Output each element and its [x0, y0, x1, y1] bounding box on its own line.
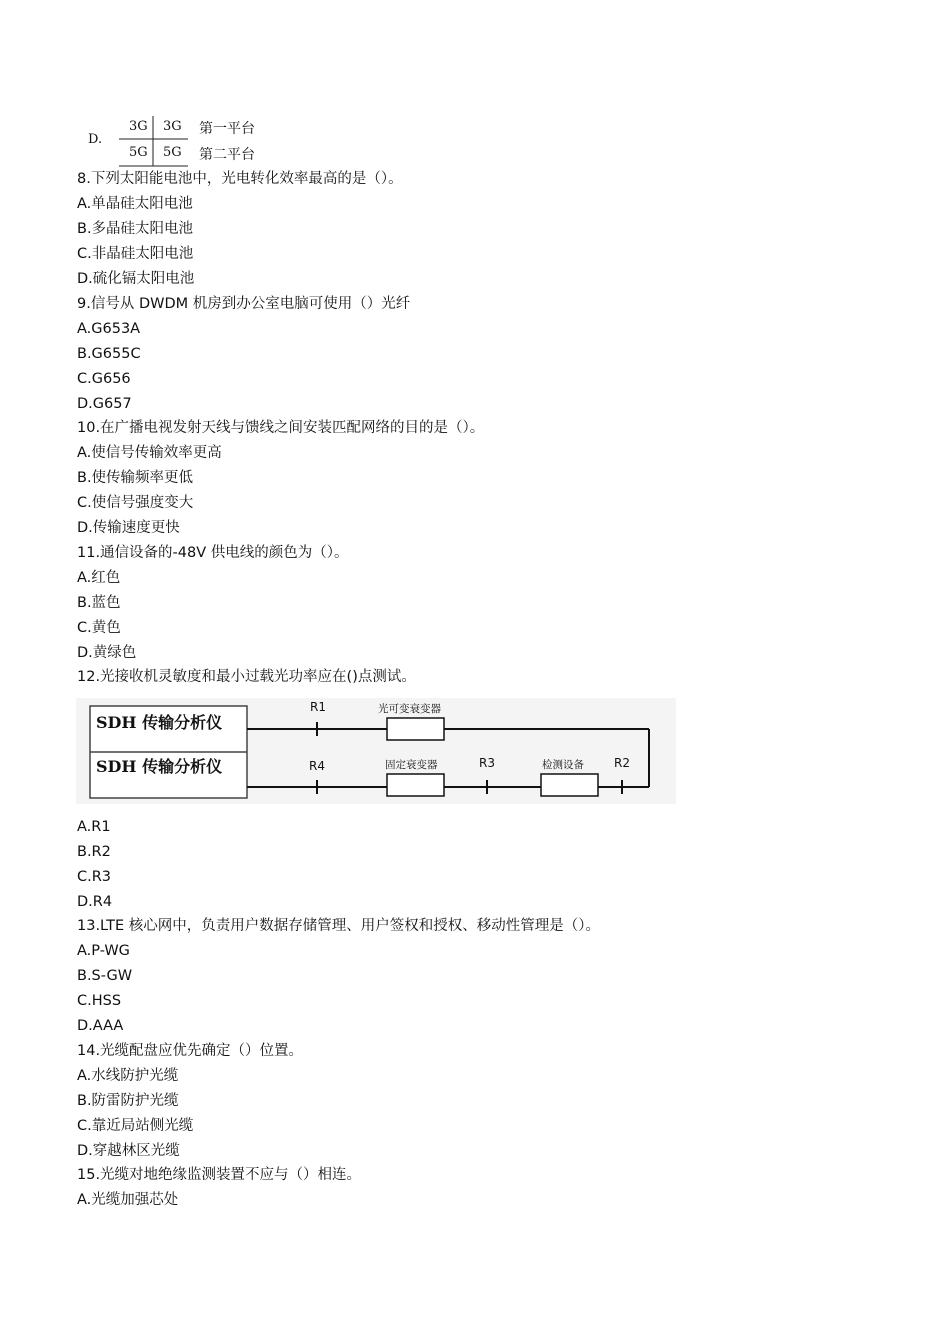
text-line: D.传输速度更快: [77, 520, 180, 536]
text-line: 14.光缆配盘应优先确定（）位置。: [77, 1043, 304, 1059]
point-r2-label: R2: [614, 756, 630, 770]
table-cell: 5G: [163, 145, 182, 160]
test-circuit-diagram: [76, 698, 676, 804]
text-line: C.靠近局站侧光缆: [77, 1118, 194, 1134]
text-line: A.使信号传输效率更高: [77, 445, 222, 461]
point-r1-label: R1: [310, 700, 326, 714]
platform-label: 第一平台: [199, 121, 255, 137]
text-line: C.HSS: [77, 993, 122, 1009]
table-cell: 5G: [129, 145, 148, 160]
fixed-attenuator-label: 固定衰变器: [385, 759, 438, 771]
q7-option-d-table: [88, 114, 288, 170]
text-line: 12.光接收机灵敏度和最小过载光功率应在()点测试。: [77, 669, 416, 685]
text-line: D.AAA: [77, 1018, 124, 1034]
text-line: D.R4: [77, 894, 113, 910]
text-line: 8.下列太阳能电池中，光电转化效率最高的是（）。: [77, 171, 403, 187]
text-line: C.R3: [77, 869, 112, 885]
point-r4-label: R4: [309, 759, 325, 773]
text-line: A.水线防护光缆: [77, 1068, 179, 1084]
text-line: A.G653A: [77, 321, 141, 337]
text-line: A.R1: [77, 819, 111, 835]
text-line: C.黄色: [77, 620, 121, 636]
text-line: 13.LTE 核心网中，负责用户数据存储管理、用户签权和授权、移动性管理是（）。: [77, 918, 601, 934]
text-line: D.G657: [77, 396, 132, 412]
text-line: B.蓝色: [77, 595, 121, 611]
table-cell: 3G: [129, 119, 148, 134]
text-line: C.使信号强度变大: [77, 495, 194, 511]
platform-label: 第二平台: [199, 147, 255, 163]
text-line: 11.通信设备的-48V 供电线的颜色为（）。: [77, 545, 349, 561]
table-cell: 3G: [163, 119, 182, 134]
text-line: A.P-WG: [77, 943, 130, 959]
text-line: D.穿越林区光缆: [77, 1143, 180, 1159]
test-equipment-label: 检测设备: [542, 759, 584, 771]
text-line: B.使传输频率更低: [77, 470, 194, 486]
text-line: 9.信号从 DWDM 机房到办公室电脑可使用（）光纤: [77, 296, 411, 312]
text-line: 15.光缆对地绝缘监测装置不应与（）相连。: [77, 1167, 362, 1183]
text-line: B.G655C: [77, 346, 141, 362]
analyzer-label-top: SDH 传输分析仪: [96, 713, 223, 732]
text-line: D.黄绿色: [77, 645, 137, 661]
variable-attenuator-label: 光可变衰变器: [378, 703, 441, 715]
analyzer-label-bottom: SDH 传输分析仪: [96, 757, 223, 776]
point-r3-label: R3: [479, 756, 495, 770]
text-line: C.非晶硅太阳电池: [77, 246, 194, 262]
text-line: B.防雷防护光缆: [77, 1093, 179, 1109]
text-line: 10.在广播电视发射天线与馈线之间安装匹配网络的目的是（）。: [77, 420, 485, 436]
text-line: B.R2: [77, 844, 111, 860]
text-line: D.硫化镉太阳电池: [77, 271, 195, 287]
text-line: B.多晶硅太阳电池: [77, 221, 194, 237]
text-line: A.单晶硅太阳电池: [77, 196, 193, 212]
text-line: A.红色: [77, 570, 121, 586]
table-grid-lines: [88, 114, 288, 170]
text-line: B.S-GW: [77, 968, 133, 984]
option-label: D.: [88, 132, 103, 147]
text-line: A.光缆加强芯处: [77, 1192, 179, 1208]
text-line: C.G656: [77, 371, 131, 387]
